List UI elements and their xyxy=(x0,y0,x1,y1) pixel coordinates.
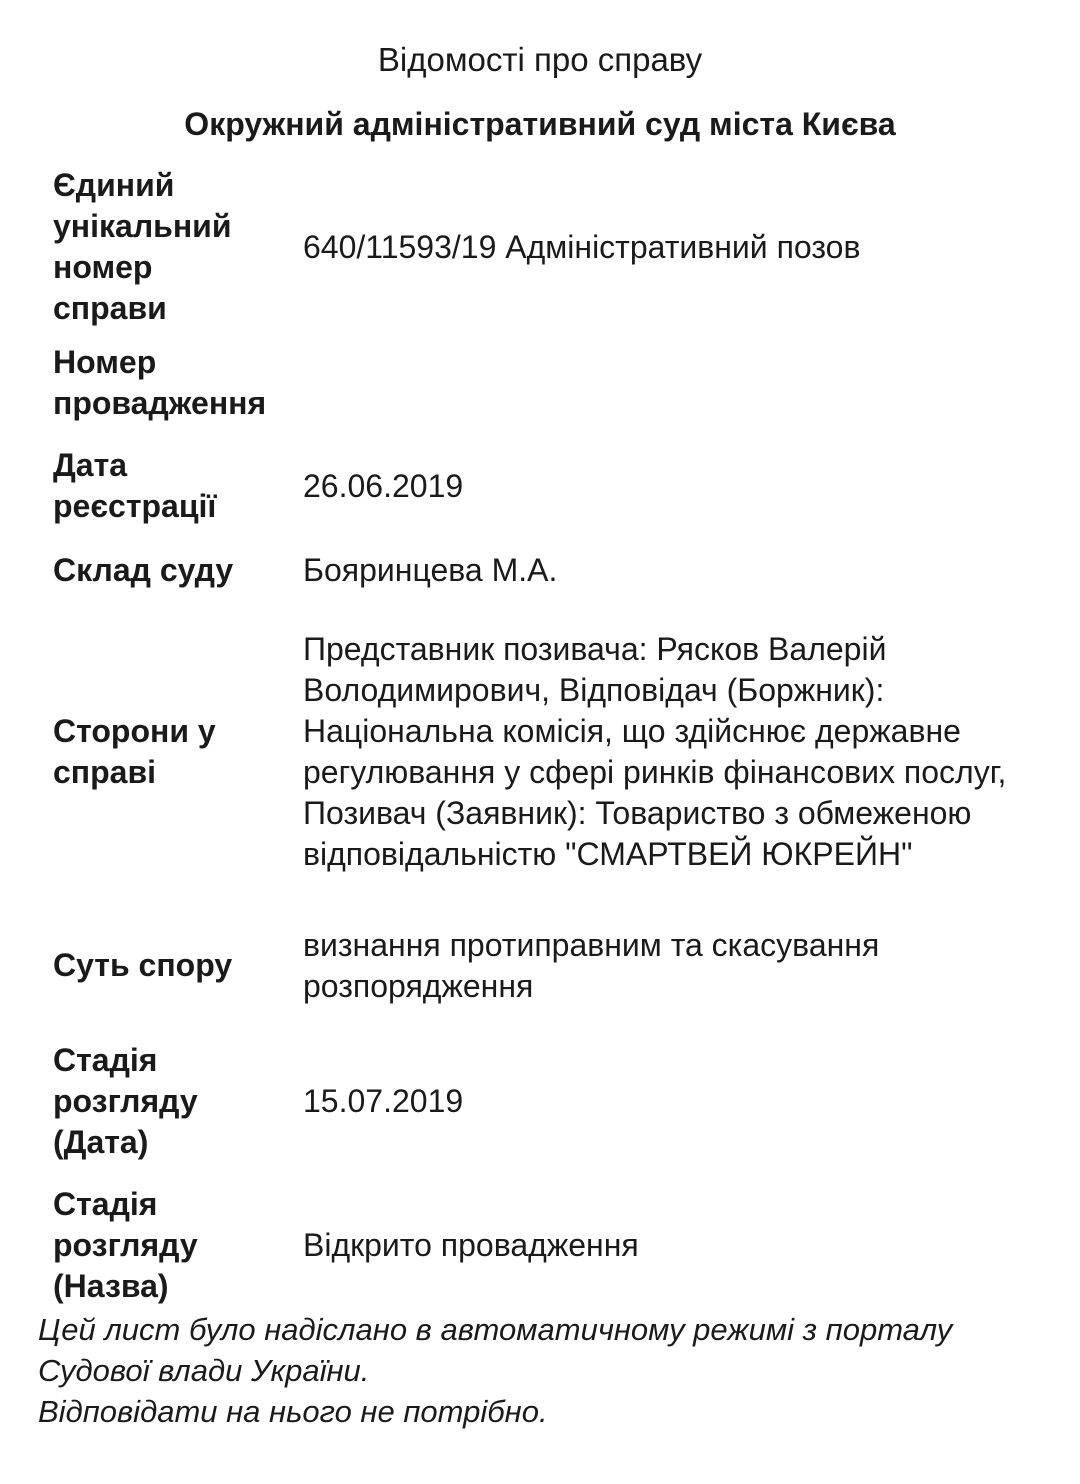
proceeding-number-label-text: Номер провадження xyxy=(53,343,267,421)
parties-value: Представник позивача: Рясков Валерій Володимирович, Відповідач (Боржник): Національна комісія, що здійснює державне регулювання у сфері ринків фінансових послуг, Позивач (Заявник): Товариство з обмеженою відповідальністю "СМАРТВЕЙ ЮКРЕЙН" xyxy=(303,631,1007,872)
footer-line-1: Цей лист було надіслано в автоматичному режимі з порталу xyxy=(38,1312,953,1347)
dispute-subject-value: визнання протиправним та скасування розпорядження xyxy=(303,926,880,1004)
parties-row xyxy=(45,602,1045,902)
proceeding-number-row xyxy=(45,331,1045,434)
footer-line-2: Судової влади України. xyxy=(38,1353,370,1388)
stage-date-label-text: Стадія розгляду (Дата) xyxy=(53,1041,198,1160)
case-number-row xyxy=(45,163,1045,331)
proceeding-number-value xyxy=(303,331,1045,434)
case-details-table xyxy=(45,163,1045,1317)
court-panel-label xyxy=(45,538,303,602)
parties-label-text: Сторони у справі xyxy=(53,713,216,790)
stage-date-row xyxy=(45,1029,1045,1173)
court-panel-row xyxy=(45,538,1045,602)
court-panel-label-text: Склад суду xyxy=(53,551,234,588)
stage-date-value: 15.07.2019 xyxy=(303,1082,464,1119)
dispute-subject-label xyxy=(45,902,303,1029)
case-number-value: 640/11593/19 Адміністративний позов xyxy=(303,228,861,265)
court-panel-value: Бояринцева М.А. xyxy=(303,551,558,588)
document-title: Відомості про справу xyxy=(377,41,703,78)
stage-name-label-text: Стадія розгляду (Назва) xyxy=(53,1185,198,1304)
case-number-label-text: Єдиний унікальний номер справи xyxy=(53,167,232,326)
registration-date-value: 26.06.2019 xyxy=(303,467,464,504)
parties-label xyxy=(45,602,303,902)
proceeding-number-label xyxy=(45,331,303,434)
registration-date-label-text: Дата реєстрації xyxy=(53,447,217,524)
dispute-subject-label-text: Суть спору xyxy=(53,947,233,983)
court-name: Окружний адміністративний суд міста Києва xyxy=(184,106,896,142)
dispute-subject-row xyxy=(45,902,1045,1029)
case-number-label xyxy=(45,163,303,331)
stage-date-label xyxy=(45,1029,303,1173)
footer-line-3: Відповідати на нього не потрібно. xyxy=(38,1394,548,1429)
footer-notice xyxy=(38,1309,1048,1432)
stage-name-value: Відкрито провадження xyxy=(303,1226,639,1263)
registration-date-row xyxy=(45,434,1045,538)
stage-name-row xyxy=(45,1173,1045,1317)
stage-name-label xyxy=(45,1173,303,1317)
registration-date-label xyxy=(45,434,303,538)
